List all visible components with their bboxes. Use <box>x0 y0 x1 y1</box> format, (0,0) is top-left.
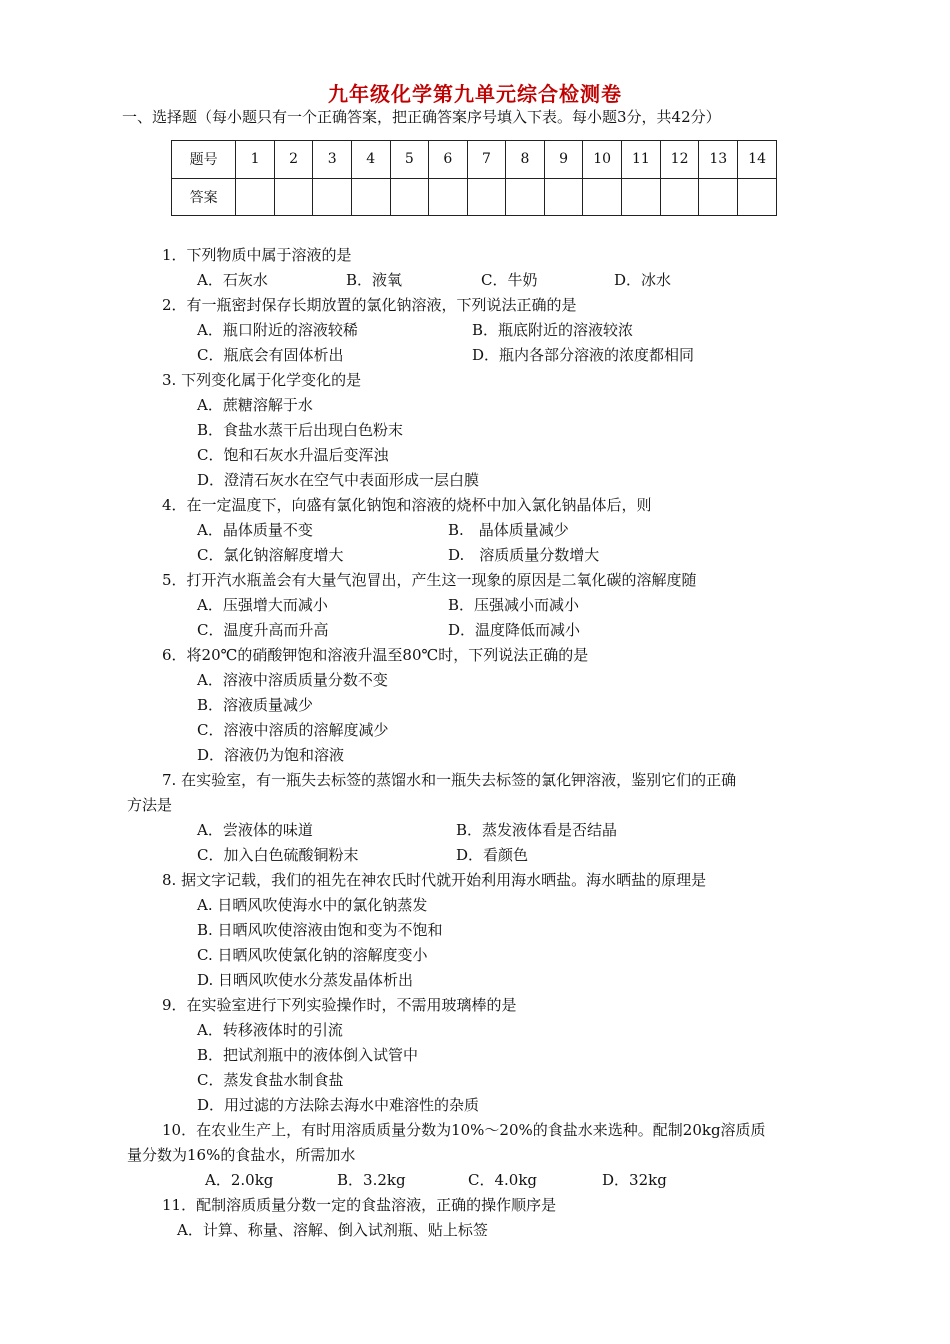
answer-cell[interactable] <box>660 178 699 216</box>
q4-option-c: C．氯化钠溶解度增大 <box>197 546 344 564</box>
question-2-stem: 2．有一瓶密封保存长期放置的氯化钠溶液，下列说法正确的是 <box>162 296 577 314</box>
q5-option-c: C．温度升高而升高 <box>197 621 329 639</box>
answer-cell[interactable] <box>236 178 275 216</box>
q4-option-b: B. 晶体质量减少 <box>448 521 569 539</box>
question-number: 3 <box>313 141 352 179</box>
answer-cell[interactable] <box>506 178 545 216</box>
answer-cell[interactable] <box>544 178 583 216</box>
answer-cell[interactable] <box>429 178 468 216</box>
q8-option-a: A. 日晒风吹使海水中的氯化钠蒸发 <box>197 896 428 914</box>
q7-option-b: B．蒸发液体看是否结晶 <box>456 821 618 839</box>
q6-option-b: B．溶液质量减少 <box>197 696 314 714</box>
q4-option-a: A．晶体质量不变 <box>197 521 313 539</box>
question-5-stem: 5．打开汽水瓶盖会有大量气泡冒出，产生这一现象的原因是二氧化碳的溶解度随 <box>162 571 697 589</box>
q3-option-c: C．饱和石灰水升温后变浑浊 <box>197 446 389 464</box>
row-label-number: 题号 <box>172 141 236 179</box>
q4-option-d: D. 溶质质量分数增大 <box>448 546 600 564</box>
question-9-stem: 9．在实验室进行下列实验操作时，不需用玻璃棒的是 <box>162 996 517 1014</box>
q1-option-d: D．冰水 <box>614 271 672 289</box>
question-number: 6 <box>429 141 468 179</box>
question-number: 10 <box>583 141 622 179</box>
q10-option-a: A．2.0kg <box>205 1171 274 1189</box>
q10-option-c: C．4.0kg <box>468 1171 538 1189</box>
q6-option-c: C．溶液中溶质的溶解度减少 <box>197 721 389 739</box>
q5-option-b: B．压强减小而减小 <box>448 596 580 614</box>
q5-option-a: A．压强增大而减小 <box>197 596 328 614</box>
answer-cell[interactable] <box>622 178 661 216</box>
question-number: 2 <box>274 141 313 179</box>
answer-cell[interactable] <box>467 178 506 216</box>
question-number: 13 <box>699 141 738 179</box>
q10-option-d: D．32kg <box>602 1171 667 1189</box>
question-number: 14 <box>738 141 777 179</box>
q6-option-a: A．溶液中溶质质量分数不变 <box>197 671 388 689</box>
answer-cell[interactable] <box>390 178 429 216</box>
q2-option-d: D．瓶内各部分溶液的浓度都相同 <box>472 346 695 364</box>
question-7-stem: 7. 在实验室，有一瓶失去标签的蒸馏水和一瓶失去标签的氯化钾溶液，鉴别它们的正确 <box>162 771 737 789</box>
question-number: 4 <box>351 141 390 179</box>
question-number: 12 <box>660 141 699 179</box>
q9-option-a: A．转移液体时的引流 <box>197 1021 343 1039</box>
question-number: 5 <box>390 141 429 179</box>
q9-option-b: B．把试剂瓶中的液体倒入试管中 <box>197 1046 419 1064</box>
q2-option-c: C．瓶底会有固体析出 <box>197 346 344 364</box>
answer-cell[interactable] <box>699 178 738 216</box>
q7-option-d: D．看颜色 <box>456 846 529 864</box>
question-number: 7 <box>467 141 506 179</box>
q8-option-b: B. 日晒风吹使溶液由饱和变为不饱和 <box>197 921 443 939</box>
q10-option-b: B．3.2kg <box>337 1171 406 1189</box>
question-3-stem: 3. 下列变化属于化学变化的是 <box>162 371 362 389</box>
question-10-stem-continued: 量分数为16%的食盐水，所需加水 <box>127 1146 356 1164</box>
q9-option-c: C．蒸发食盐水制食盐 <box>197 1071 344 1089</box>
question-number: 11 <box>622 141 661 179</box>
q3-option-b: B．食盐水蒸干后出现白色粉末 <box>197 421 404 439</box>
q7-option-a: A．尝液体的味道 <box>197 821 313 839</box>
question-1-stem: 1．下列物质中属于溶液的是 <box>162 246 352 264</box>
q5-option-d: D．温度降低而减小 <box>448 621 581 639</box>
q1-option-a: A．石灰水 <box>197 271 268 289</box>
q9-option-d: D．用过滤的方法除去海水中难溶性的杂质 <box>197 1096 480 1114</box>
question-4-stem: 4．在一定温度下，向盛有氯化钠饱和溶液的烧杯中加入氯化钠晶体后，则 <box>162 496 652 514</box>
q8-option-d: D. 日晒风吹使水分蒸发晶体析出 <box>197 971 414 989</box>
section-instruction: 一、选择题（每小题只有一个正确答案，把正确答案序号填入下表。每小题3分，共42分） <box>122 108 721 126</box>
question-7-stem-continued: 方法是 <box>127 796 173 814</box>
answer-cell[interactable] <box>351 178 390 216</box>
question-number: 9 <box>544 141 583 179</box>
answer-cell[interactable] <box>313 178 352 216</box>
question-number: 1 <box>236 141 275 179</box>
q1-option-b: B．液氧 <box>346 271 403 289</box>
question-6-stem: 6．将20℃的硝酸钾饱和溶液升温至80℃时，下列说法正确的是 <box>162 646 589 664</box>
question-8-stem: 8. 据文字记载，我们的祖先在神农氏时代就开始利用海水晒盐。海水晒盐的原理是 <box>162 871 707 889</box>
q1-option-c: C．牛奶 <box>481 271 538 289</box>
question-number: 8 <box>506 141 545 179</box>
question-10-stem: 10．在农业生产上，有时用溶质质量分数为10%～20%的食盐水来选种。配制20kg溶质质 <box>162 1121 766 1139</box>
q2-option-b: B．瓶底附近的溶液较浓 <box>472 321 634 339</box>
q2-option-a: A．瓶口附近的溶液较稀 <box>197 321 358 339</box>
q3-option-a: A．蔗糖溶解于水 <box>197 396 313 414</box>
page-title: 九年级化学第九单元综合检测卷 <box>328 82 622 106</box>
answer-table <box>171 140 777 216</box>
q3-option-d: D．澄清石灰水在空气中表面形成一层白膜 <box>197 471 480 489</box>
q6-option-d: D．溶液仍为饱和溶液 <box>197 746 345 764</box>
q11-option-a: A．计算、称量、溶解、倒入试剂瓶、贴上标签 <box>177 1221 488 1239</box>
row-label-answer: 答案 <box>172 178 236 216</box>
question-11-stem: 11．配制溶质质量分数一定的食盐溶液，正确的操作顺序是 <box>162 1196 557 1214</box>
q7-option-c: C．加入白色硫酸铜粉末 <box>197 846 359 864</box>
answer-cell[interactable] <box>274 178 313 216</box>
answer-cell[interactable] <box>583 178 622 216</box>
number-row <box>172 141 777 179</box>
answer-cell[interactable] <box>738 178 777 216</box>
answer-row <box>172 178 777 216</box>
q8-option-c: C. 日晒风吹使氯化钠的溶解度变小 <box>197 946 428 964</box>
